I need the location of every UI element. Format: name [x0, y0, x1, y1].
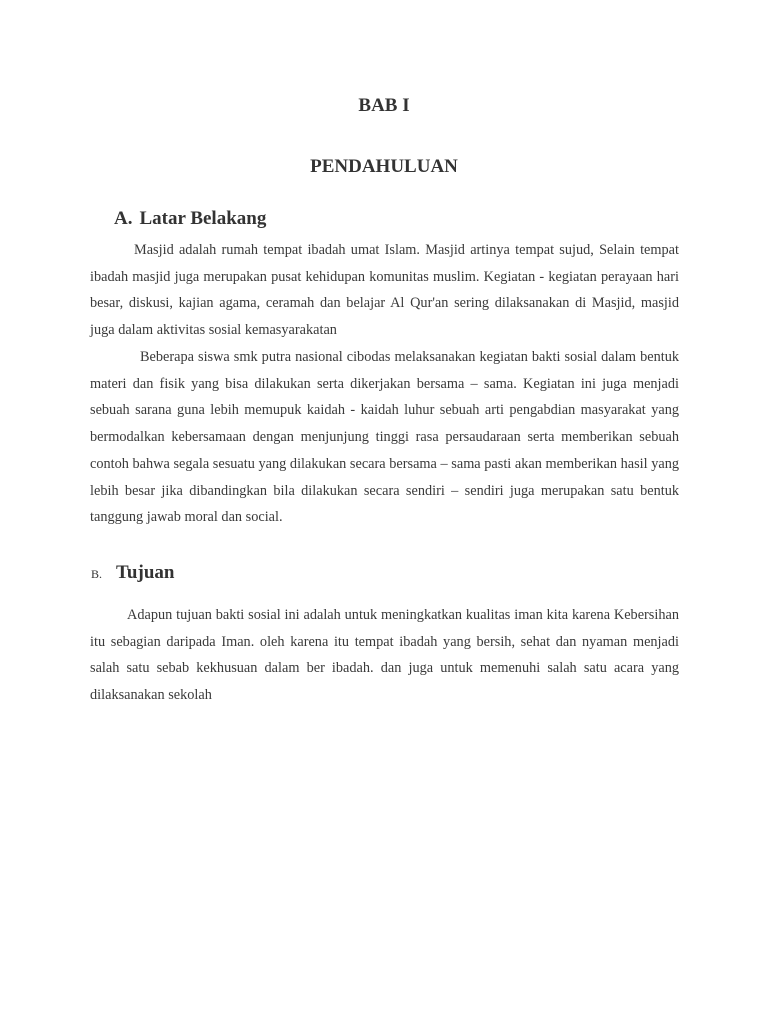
- chapter-title: PENDAHULUAN: [310, 156, 458, 177]
- section-a-number: A.: [114, 208, 133, 229]
- section-b-number: B.: [91, 567, 103, 581]
- section-b-title: Tujuan: [116, 562, 175, 583]
- section-b-paragraph-1: Adapun tujuan bakti sosial ini adalah untuk meningkatkan kualitas iman kita karena Kebersihan itu sebagian daripada Iman. oleh karena itu tempat ibadah yang bersih, sehat dan nyaman menjadi salah satu sebab kekhusuan dalam ber ibadah. dan juga untuk memenuhi salah satu acara yang dilaksanakan sekolah: [90, 607, 679, 704]
- section-a-paragraph-2: Beberapa siswa smk putra nasional cibodas melaksanakan kegiatan bakti sosial dalam bentuk materi dan fisik yang bisa dilakukan serta dikerjakan bersama – sama. Kegiatan ini juga menjadi sebuah sarana guna lebih memupuk kaidah - kaidah luhur sebuah arti pengabdian masyarakat yang bermodalkan kebersamaan dengan menjunjung tinggi rasa persaudaraan serta memberikan sebuah contoh bahwa segala sesuatu yang dilakukan secara bersama – sama pasti akan memberikan hasil yang lebih besar jika dibandingkan bila dilakukan secara sendiri – sendiri juga merupakan satu bentuk tanggung jawab moral dan social.: [90, 349, 679, 526]
- section-a-paragraph-1: Masjid adalah rumah tempat ibadah umat Islam. Masjid artinya tempat sujud, Selain tempat ibadah masjid juga merupakan pusat kehidupan komunitas muslim. Kegiatan - kegiatan perayaan hari besar, diskusi, kajian agama, ceramah dan belajar Al Qur'an sering dilaksanakan di Masjid, masjid juga dalam aktivitas sosial kemasyarakatan: [90, 242, 679, 339]
- section-a-title: Latar Belakang: [139, 208, 267, 229]
- section-b-heading: [91, 562, 174, 584]
- chapter-label: BAB I: [358, 95, 410, 116]
- section-a-heading: [114, 208, 266, 230]
